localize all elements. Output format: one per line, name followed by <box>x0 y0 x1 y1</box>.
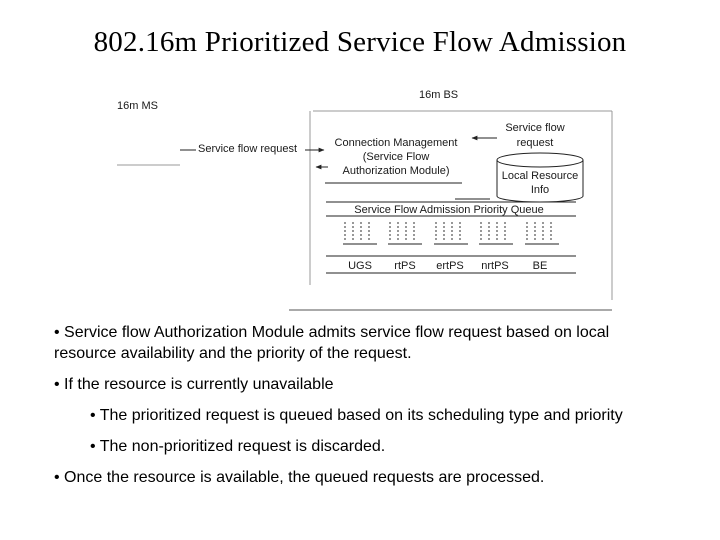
slide-title: 802.16m Prioritized Service Flow Admission <box>93 26 627 58</box>
queue-be <box>525 222 559 244</box>
queue-label-nrtps: nrtPS <box>481 260 509 272</box>
cm-line-3: Authorization Module) <box>342 165 450 177</box>
db-line-1: Local Resource <box>501 170 579 182</box>
bs-label: 16m BS <box>419 89 459 101</box>
queue-ertps <box>434 222 468 244</box>
cm-line-2: (Service Flow <box>362 151 430 163</box>
ms-label: 16m MS <box>117 100 158 112</box>
cm-line-1: Connection Management <box>334 137 458 149</box>
queue-rtps <box>388 222 422 244</box>
queue-label-rtps: rtPS <box>394 260 416 272</box>
sfr-line-2: request <box>516 137 554 149</box>
sub-bullet-2: • The non-prioritized request is discarded. <box>90 438 386 455</box>
bullet-3: • Once the resource is available, the queued requests are processed. <box>54 469 545 486</box>
queue-nrtps <box>479 222 513 244</box>
bullet-list <box>54 322 654 498</box>
queue-label-ertps: ertPS <box>436 260 464 272</box>
request-label: Service flow request <box>198 143 298 155</box>
queue-label-be: BE <box>532 260 548 272</box>
bullet-2: • If the resource is currently unavailable <box>54 376 334 393</box>
db-line-2: Info <box>530 184 550 196</box>
sub-bullet-1: • The prioritized request is queued based on its scheduling type and priority <box>90 407 623 424</box>
sfr-line-1: Service flow <box>505 122 565 134</box>
queue-label-ugs: UGS <box>348 260 372 272</box>
queue-title: Service Flow Admission Priority Queue <box>354 204 544 216</box>
queue-ugs <box>343 222 377 244</box>
bullet-1: • Service flow Authorization Module admits service flow request based on local resource availability and the priority of the request. <box>54 324 610 362</box>
